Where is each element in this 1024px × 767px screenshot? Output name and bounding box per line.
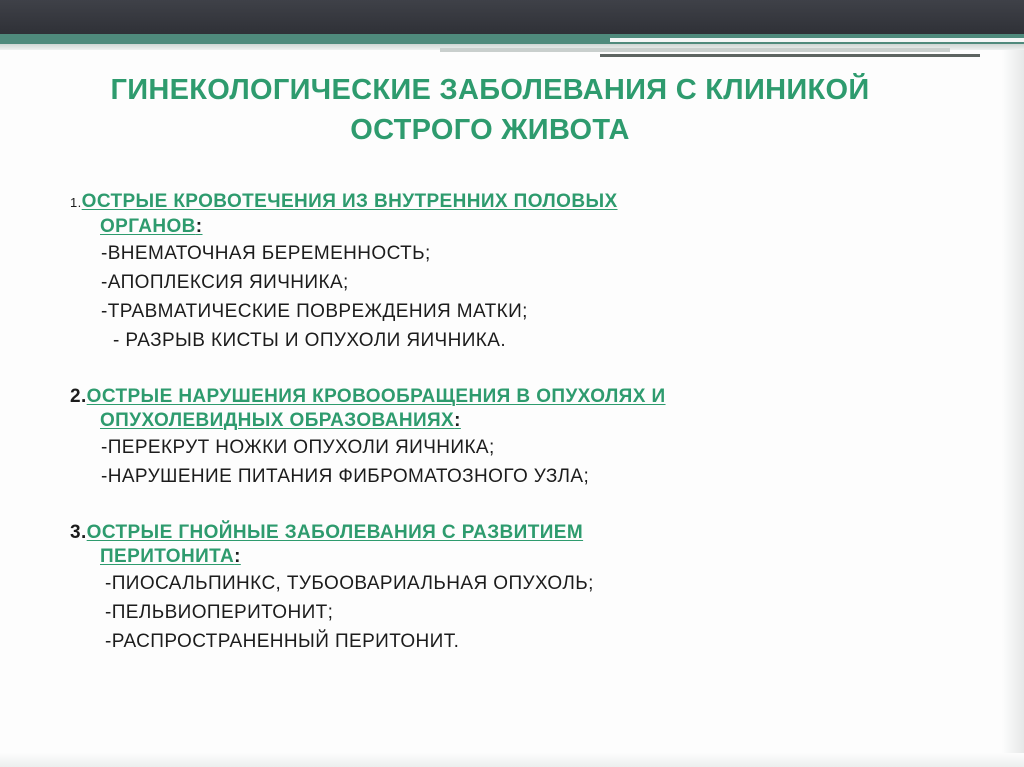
list-item: -АПОПЛЕКСИЯ ЯИЧНИКА; [101,272,349,293]
section-number: 3. [70,522,87,543]
top-accent-line [610,38,1024,42]
title-line-1: ГИНЕКОЛОГИЧЕСКИЕ ЗАБОЛЕВАНИЯ С КЛИНИКОЙ [110,74,870,106]
section-item-list [70,239,870,355]
list-item: -ПЕЛЬВИОПЕРИТОНИТ; [105,602,334,623]
section-heading-line-2: ПЕРИТОНИТА [100,546,235,567]
title-line-2: ОСТРОГО ЖИВОТА [350,114,630,146]
list-item: - РАЗРЫВ КИСТЫ И ОПУХОЛИ ЯИЧНИКА. [113,330,506,351]
top-accent-line [600,54,980,57]
section-heading [70,385,870,433]
section-number: 1. [70,195,82,210]
section-heading [70,521,870,569]
section-heading-line-1: ОСТРЫЕ КРОВОТЕЧЕНИЯ ИЗ ВНУТРЕННИХ ПОЛОВЫХ [81,191,618,212]
section-colon: : [454,410,461,431]
section-circulation [70,385,870,491]
section-bleeding [70,190,870,355]
section-heading-line-1: ОСТРЫЕ ГНОЙНЫЕ ЗАБОЛЕВАНИЯ С РАЗВИТИЕМ [86,522,584,543]
right-edge-shadow [1002,50,1024,767]
section-number: 2. [70,386,87,407]
section-heading-line-2: ОПУХОЛЕВИДНЫХ ОБРАЗОВАНИЯХ [100,410,455,431]
list-item: -НАРУШЕНИЕ ПИТАНИЯ ФИБРОМАТОЗНОГО УЗЛА; [101,466,590,487]
list-item: -РАСПРОСТРАНЕННЫЙ ПЕРИТОНИТ. [105,631,460,652]
list-item: -ПИОСАЛЬПИНКС, ТУБООВАРИАЛЬНАЯ ОПУХОЛЬ; [105,573,594,594]
section-heading-line-1: ОСТРЫЕ НАРУШЕНИЯ КРОВООБРАЩЕНИЯ В ОПУХОЛЯХ И [86,386,666,407]
list-item: -ТРАВМАТИЧЕСКИЕ ПОВРЕЖДЕНИЯ МАТКИ; [101,301,528,322]
section-heading-line-2: ОРГАНОВ [100,216,196,237]
section-colon: : [234,546,241,567]
section-colon: : [195,216,203,237]
slide-content [70,190,870,656]
section-item-list [70,569,870,656]
section-item-list [70,433,870,491]
top-accent-line [440,48,950,52]
list-item: -ВНЕМАТОЧНАЯ БЕРЕМЕННОСТЬ; [101,243,431,264]
list-item: -ПЕРЕКРУТ НОЖКИ ОПУХОЛИ ЯИЧНИКА; [101,437,495,458]
slide-title [40,70,940,150]
top-band-decoration [0,0,1024,34]
bottom-edge-shadow [0,753,1024,767]
section-purulent [70,521,870,656]
section-heading [70,190,870,239]
